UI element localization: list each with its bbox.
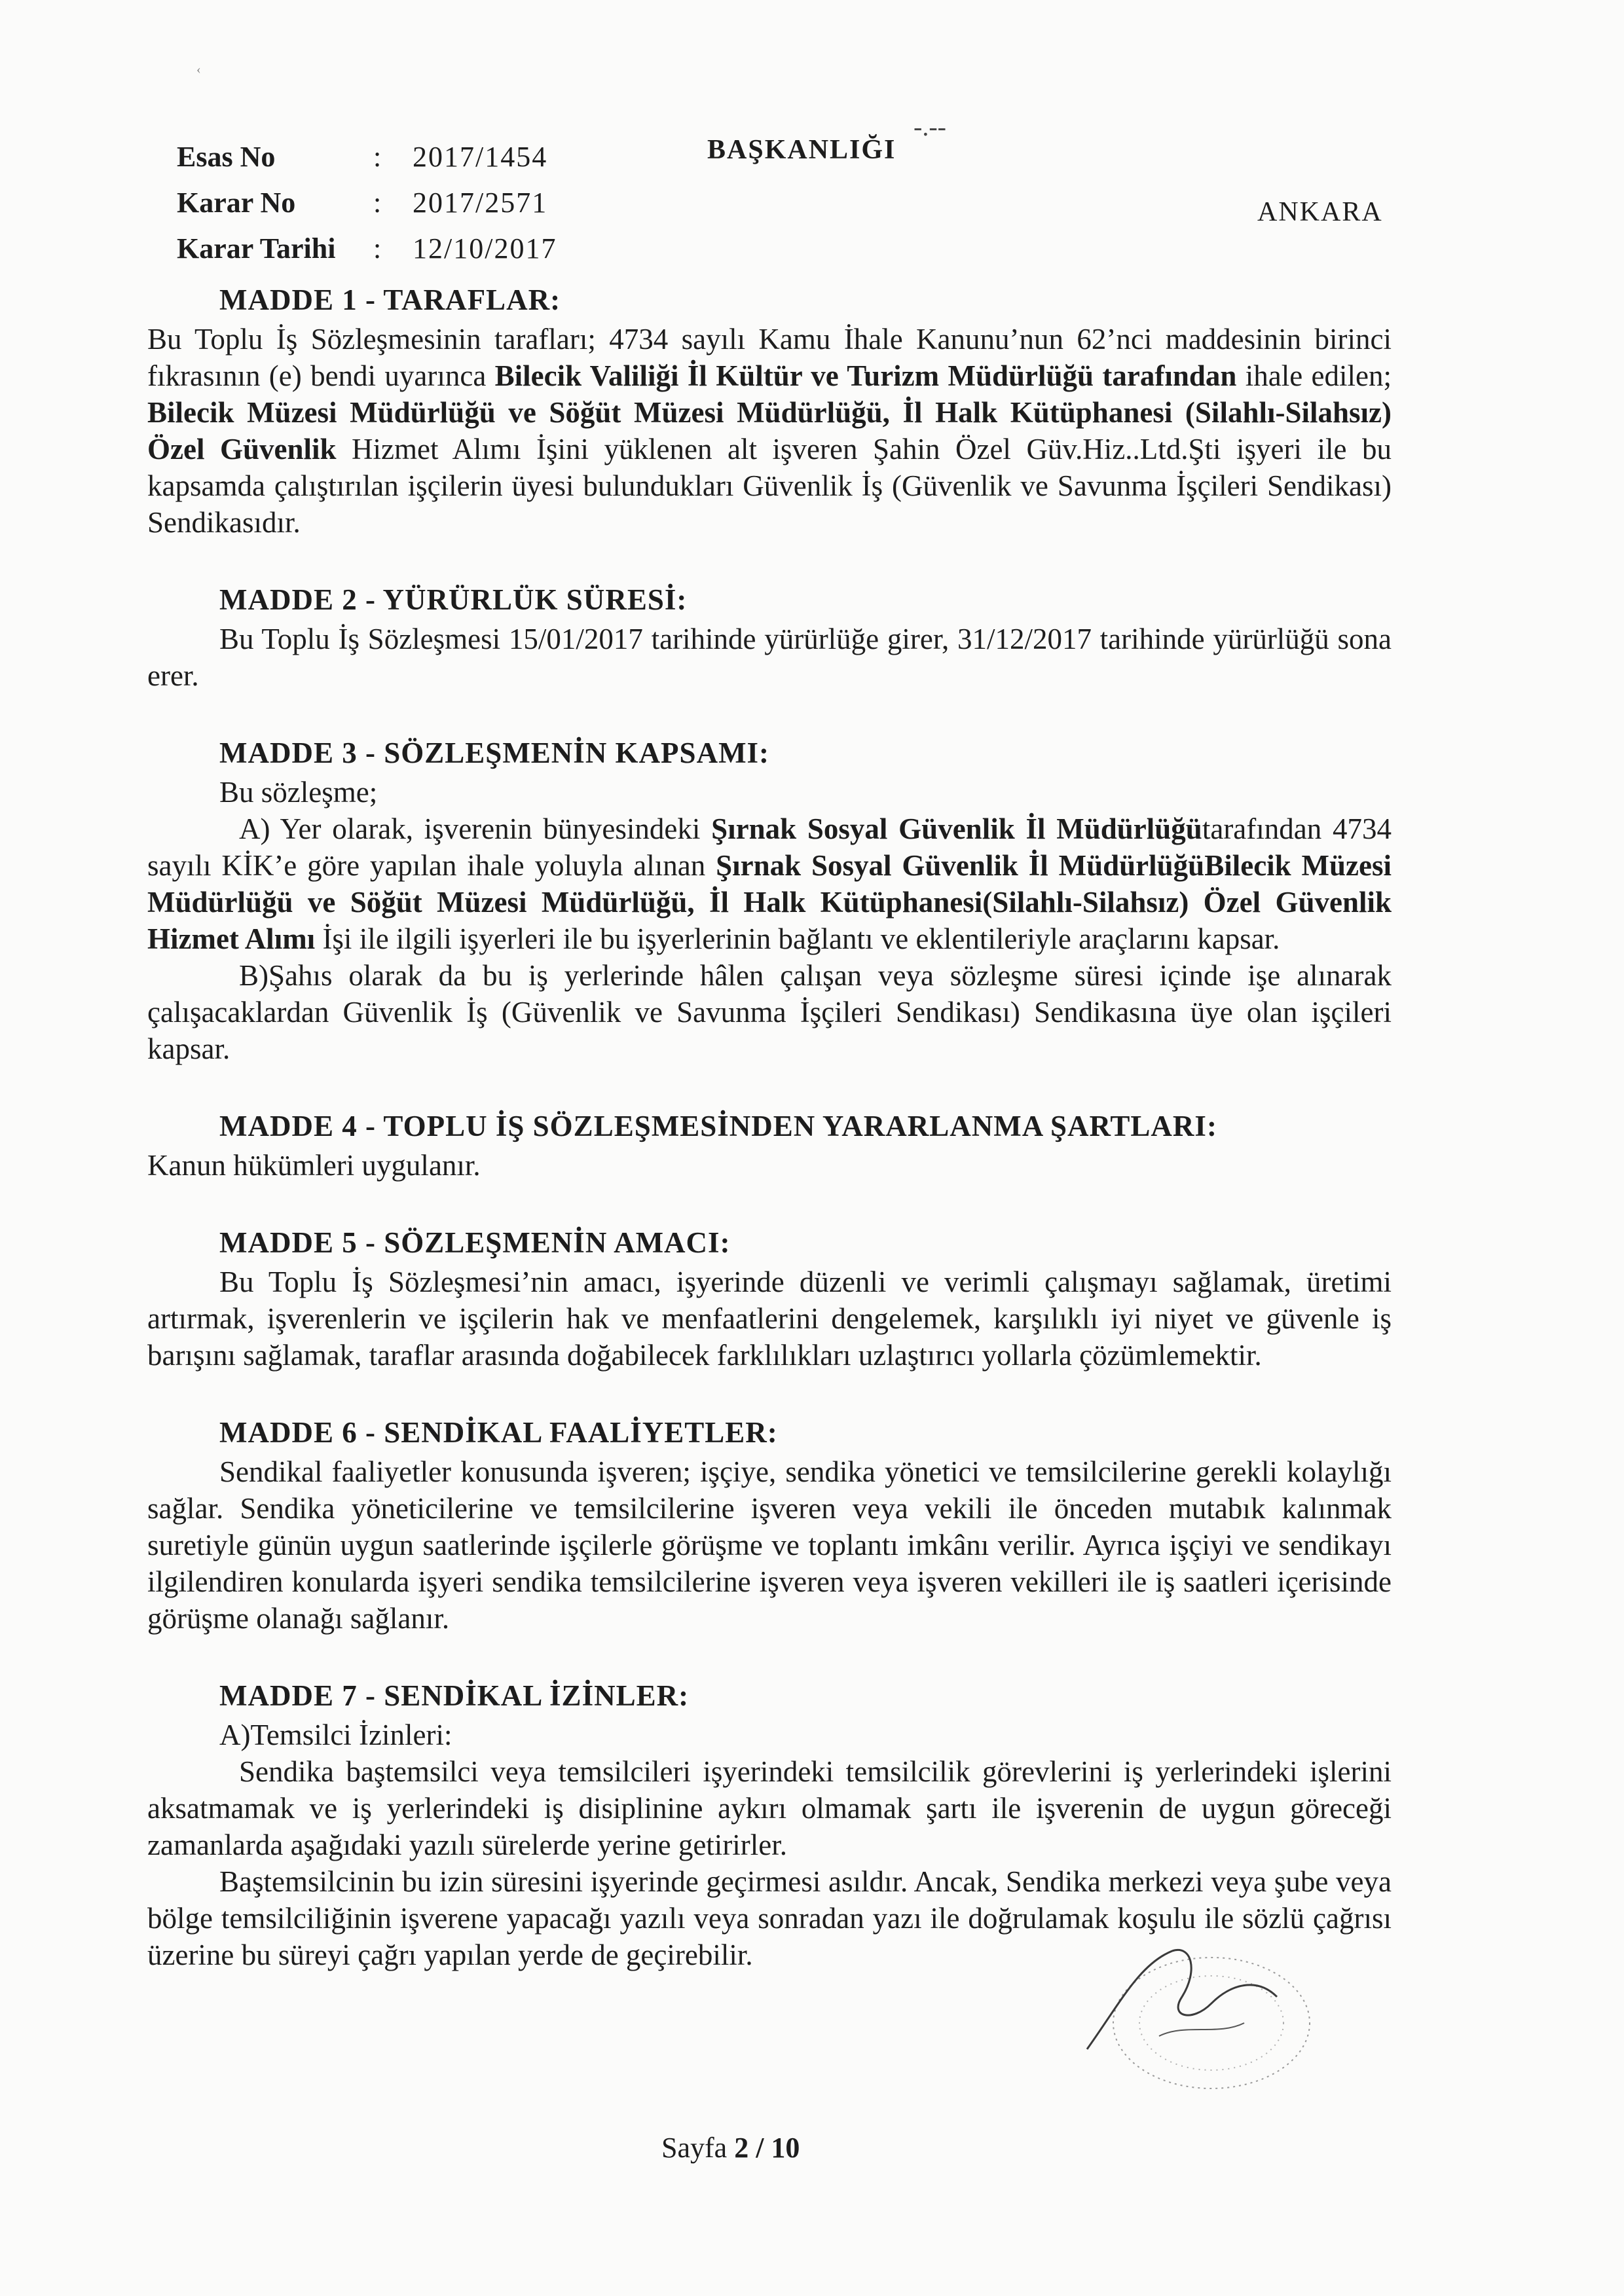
article-paragraph: Sendika baştemsilci veya temsilcileri işyerindeki temsilcilik görevlerini iş yerlerindeki işlerini aksatmamak ve iş yerlerindeki iş disiplinine aykırı olmamak şartı ile işverenin de uygun göreceği zamanlarda aşağıdaki yazılı sürelerde yerine getirirler. (147, 1755, 1392, 1861)
meta-row-karar-tarihi (177, 226, 583, 272)
document-body (147, 282, 1392, 2014)
article-paragraph (147, 811, 1392, 957)
meta-label: Karar Tarihi (177, 232, 336, 264)
article-title: MADDE 3 - SÖZLEŞMENİN KAPSAMI: (219, 737, 770, 769)
meta-label: Karar No (177, 187, 296, 219)
signature-seal-icon (1061, 1925, 1323, 2095)
article-paragraph: B)Şahıs olarak da bu iş yerlerinde hâlen çalışan veya sözleşme süresi içinde işe alınarak çalışacaklardan Güvenlik İş (Güvenlik ve Savunma İşçileri Sendikası) Sendikasına üye olan işçileri kapsar. (147, 959, 1392, 1065)
page-total: 10 (771, 2132, 800, 2164)
article-2 (147, 581, 1392, 694)
article-3 (147, 735, 1392, 1067)
article-paragraph (147, 321, 1392, 541)
article-title: MADDE 6 - SENDİKAL FAALİYETLER: (219, 1416, 778, 1449)
text-run: ihale edilen; (1236, 359, 1392, 392)
meta-colon: : (373, 141, 382, 173)
article-paragraph: A)Temsilci İzinleri: (219, 1719, 452, 1751)
page-label: Sayfa (661, 2132, 728, 2164)
city-name: ANKARA (1257, 197, 1383, 227)
article-title: MADDE 2 - YÜRÜRLÜK SÜRESİ: (219, 583, 688, 616)
meta-row-esas (177, 134, 583, 180)
case-metadata (177, 134, 583, 272)
article-paragraph: Bu sözleşme; (219, 776, 378, 809)
meta-colon: : (373, 187, 382, 219)
text-run: A) Yer olarak, işverenin bünyesindeki (239, 812, 712, 845)
article-1 (147, 282, 1392, 541)
article-title: MADDE 5 - SÖZLEŞMENİN AMACI: (219, 1226, 731, 1259)
bold-run: Şırnak Sosyal Güvenlik İl MüdürlüğüBilecik Müzesi Müdürlüğü ve Söğüt Müzesi Müdürlüğü, İl Halk Kütüphanesi(Silahlı-Silahsız) Özel Güvenlik Hizmet Alımı (147, 849, 1392, 955)
page-current: 2 (734, 2132, 749, 2164)
meta-value: 2017/1454 (413, 141, 548, 173)
article-title: MADDE 7 - SENDİKAL İZİNLER: (219, 1679, 690, 1712)
meta-row-karar (177, 180, 583, 226)
article-paragraph: Baştemsilcinin bu izin süresini işyerinde geçirmesi asıldır. Ancak, Sendika merkezi veya şube veya bölge temsilciliğinin işverene yapacağı yazılı veya sonradan yazı ile doğrulamak koşulu ile sözlü çağrısı üzerine bu süreyi çağrı yapılan yerde de geçirebilir. (147, 1865, 1392, 1971)
text-run: İşi ile ilgili işyerleri ile bu işyerlerinin bağlantı ve eklentileriyle araçlarını kapsar. (315, 922, 1280, 955)
page-separator: / (756, 2132, 764, 2164)
meta-value: 2017/2571 (413, 187, 548, 219)
text-run: Bu Toplu İş Sözleşmesinin tarafları; 4734 sayılı Kamu İhale Kanunu’nun 62’nci maddesinin birinci fıkrasının (e) bendi uyarınca (147, 323, 1392, 392)
meta-label: Esas No (177, 141, 276, 173)
article-paragraph: Sendikal faaliyetler konusunda işveren; işçiye, sendika yönetici ve temsilcilerine gerekli kolaylığı sağlar. Sendika yöneticilerine ve temsilcilerine işveren veya vekili ile önceden mutabık kalınmak suretiyle günün uygun saatlerinde işçilerle görüşme ve toplantı imkânı verilir. Ayrıca işçiyi ve sendikayı ilgilendiren konularda işyeri sendika temsilcilerine işveren veya işveren vekilleri ile iş saatleri içerisinde görüşme olanağı sağlanır. (147, 1455, 1392, 1635)
article-title: MADDE 1 - TARAFLAR: (219, 283, 561, 316)
meta-value: 12/10/2017 (413, 232, 557, 264)
article-paragraph: Bu Toplu İş Sözleşmesi’nin amacı, işyerinde düzenli ve verimli çalışmayı sağlamak, üretimi artırmak, işverenlerin ve işçilerin hak ve menfaatlerini dengelemek, karşılıklı iyi niyet ve güvenle iş barışını sağlamak, taraflar arasında doğabilecek farklılıkları uzlaştırıcı yollarla çözümlemektir. (147, 1266, 1392, 1372)
article-paragraph: Kanun hükümleri uygulanır. (147, 1149, 481, 1182)
article-6 (147, 1414, 1392, 1637)
text-run: Hizmet Alımı İşini yüklenen alt işveren Şahin Özel Güv.Hiz..Ltd.Şti işyeri ile bu kapsamda çalıştırılan işçilerin üyesi bulundukları Güvenlik İş (Güvenlik ve Savunma İşçileri Sendikası) Sendikasıdır. (147, 433, 1392, 539)
office-title: BAŞKANLIĞI (707, 135, 896, 165)
article-5 (147, 1224, 1392, 1374)
corner-mark: ‹ (196, 62, 201, 77)
bold-run: Bilecik Valiliği İl Kültür ve Turizm Müdürlüğü tarafından (494, 359, 1237, 392)
article-paragraph: Bu Toplu İş Sözleşmesi 15/01/2017 tarihinde yürürlüğe girer, 31/12/2017 tarihinde yürürlüğü sona erer. (147, 623, 1392, 692)
article-4 (147, 1108, 1392, 1184)
page-number (661, 2131, 800, 2164)
text-run: tarafından 4734 sayılı KİK’e göre yapılan ihale yoluyla alınan (147, 812, 1392, 882)
top-fragment: -.-- (913, 112, 946, 141)
meta-colon: : (373, 232, 382, 264)
article-title: MADDE 4 - TOPLU İŞ SÖZLEŞMESİNDEN YARARLANMA ŞARTLARI: (219, 1110, 1217, 1142)
bold-run: Bilecik Müzesi Müdürlüğü ve Söğüt Müzesi Müdürlüğü, İl Halk Kütüphanesi (Silahlı-Silahsız) Özel Güvenlik (147, 396, 1392, 465)
bold-run: Şırnak Sosyal Güvenlik İl Müdürlüğü (711, 812, 1202, 845)
